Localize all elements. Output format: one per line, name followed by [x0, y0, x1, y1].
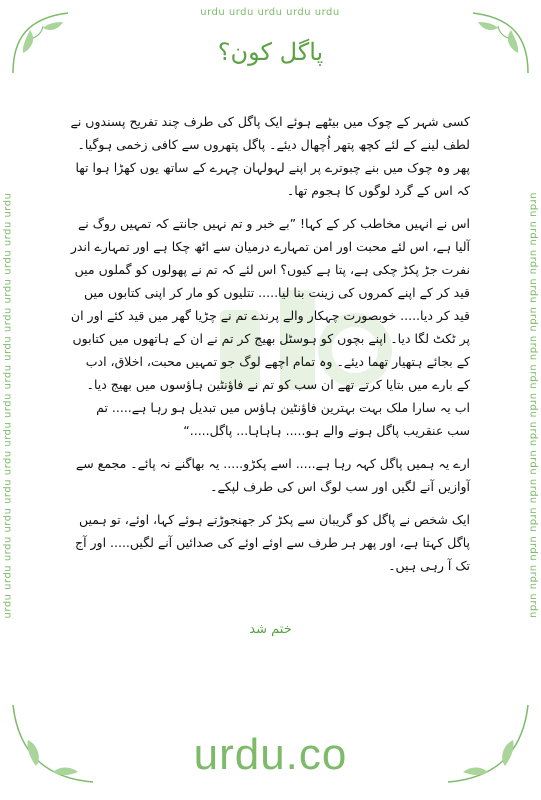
paragraph: اس نے انہیں مخاطب کر کے کہا! ”بے خبر و تم نہیں جانتے کہ تمہیں روگ نے آلیا ہے، اس لئے محبت اور امن تمہارے درمیان سے اٹھ چکا ہے اور تمہارے اندر نفرت جڑ پکڑ چکی ہے، پتا ہے کیوں؟ اس لئے کہ تم نے پھولوں کو گملوں میں قید کر کے اپنے کمروں کی زینت بنا لیا..... تتلیوں کو مار کر اپنی کتابوں میں قید کر دیا..... خوبصورت چہکار والے پرندے تم نے چڑیا گھر میں قید کئے اور ان پر ٹکٹ لگا دیا۔ اپنے بچوں کو ہوسٹل بھیج کر تم نے ان کے ہاتھوں میں کتابوں کے بجائے ہتھیار تھما دیئے۔ وہ تمام اچھے لوگ جو تمہیں محبت، اخلاق، ادب کے بارے میں بتایا کرتے تھے ان سب کو تم نے فاؤنٹین ہاؤسوں میں بھیج دیا۔ اب یہ سارا ملک بہت بہترین فاؤنٹین ہاؤس میں تبدیل ہو رہا ہے..... تم سب عنقریب پاگل ہونے والے ہو..... ہاہاہا... پاگل.....“	[70, 216, 470, 438]
brand-logo-text: urdu.co	[193, 730, 348, 779]
paragraph: ارے یہ ہمیں پاگل کہہ رہا ہے..... اسے پکڑو..... یہ بھاگنے نہ پائے۔ مجمع سے آوازیں آنے لگیں اور سب لوگ اس کی طرف لپکے۔	[75, 456, 470, 494]
paragraph: کسی شہر کے چوک میں بیٹھے ہوئے ایک پاگل کی طرف چند تفریح پسندوں نے لطف لینے کے لئے کچھ پتھر اُچھال دیئے۔ پاگل پتھروں سے کافی زخمی ہوگیا۔ پھر وہ چوک میں بنے چبوترے پر اپنے لہولہان چہرے کے ساتھ یوں کھڑا ہوا تھا کہ اس کے گرد لوگوں کا ہجوم تھا۔	[70, 114, 470, 198]
story-body	[70, 110, 470, 587]
top-border-pattern: urdu urdu urdu urdu urdu	[200, 7, 340, 18]
paragraph: ایک شخص نے پاگل کو گریبان سے پکڑ کر جھنجوڑتے ہوئے کہا، اوئے، تو ہمیں پاگل کہتا ہے، اور پھر ہر طرف سے اوئے اوئے کی صدائیں آنے لگیں..... اور آج تک آ رہی ہیں۔	[75, 512, 470, 573]
end-label: ختم شد	[249, 622, 292, 637]
left-border-pattern: urdu urdu urdu urdu urdu urdu urdu urdu urdu urdu urdu urdu urdu urdu urdu	[2, 192, 14, 619]
page-title: پاگل کون؟	[217, 38, 324, 66]
right-border-pattern: urdu urdu urdu urdu urdu urdu urdu urdu urdu urdu urdu urdu urdu urdu urdu	[527, 192, 539, 619]
